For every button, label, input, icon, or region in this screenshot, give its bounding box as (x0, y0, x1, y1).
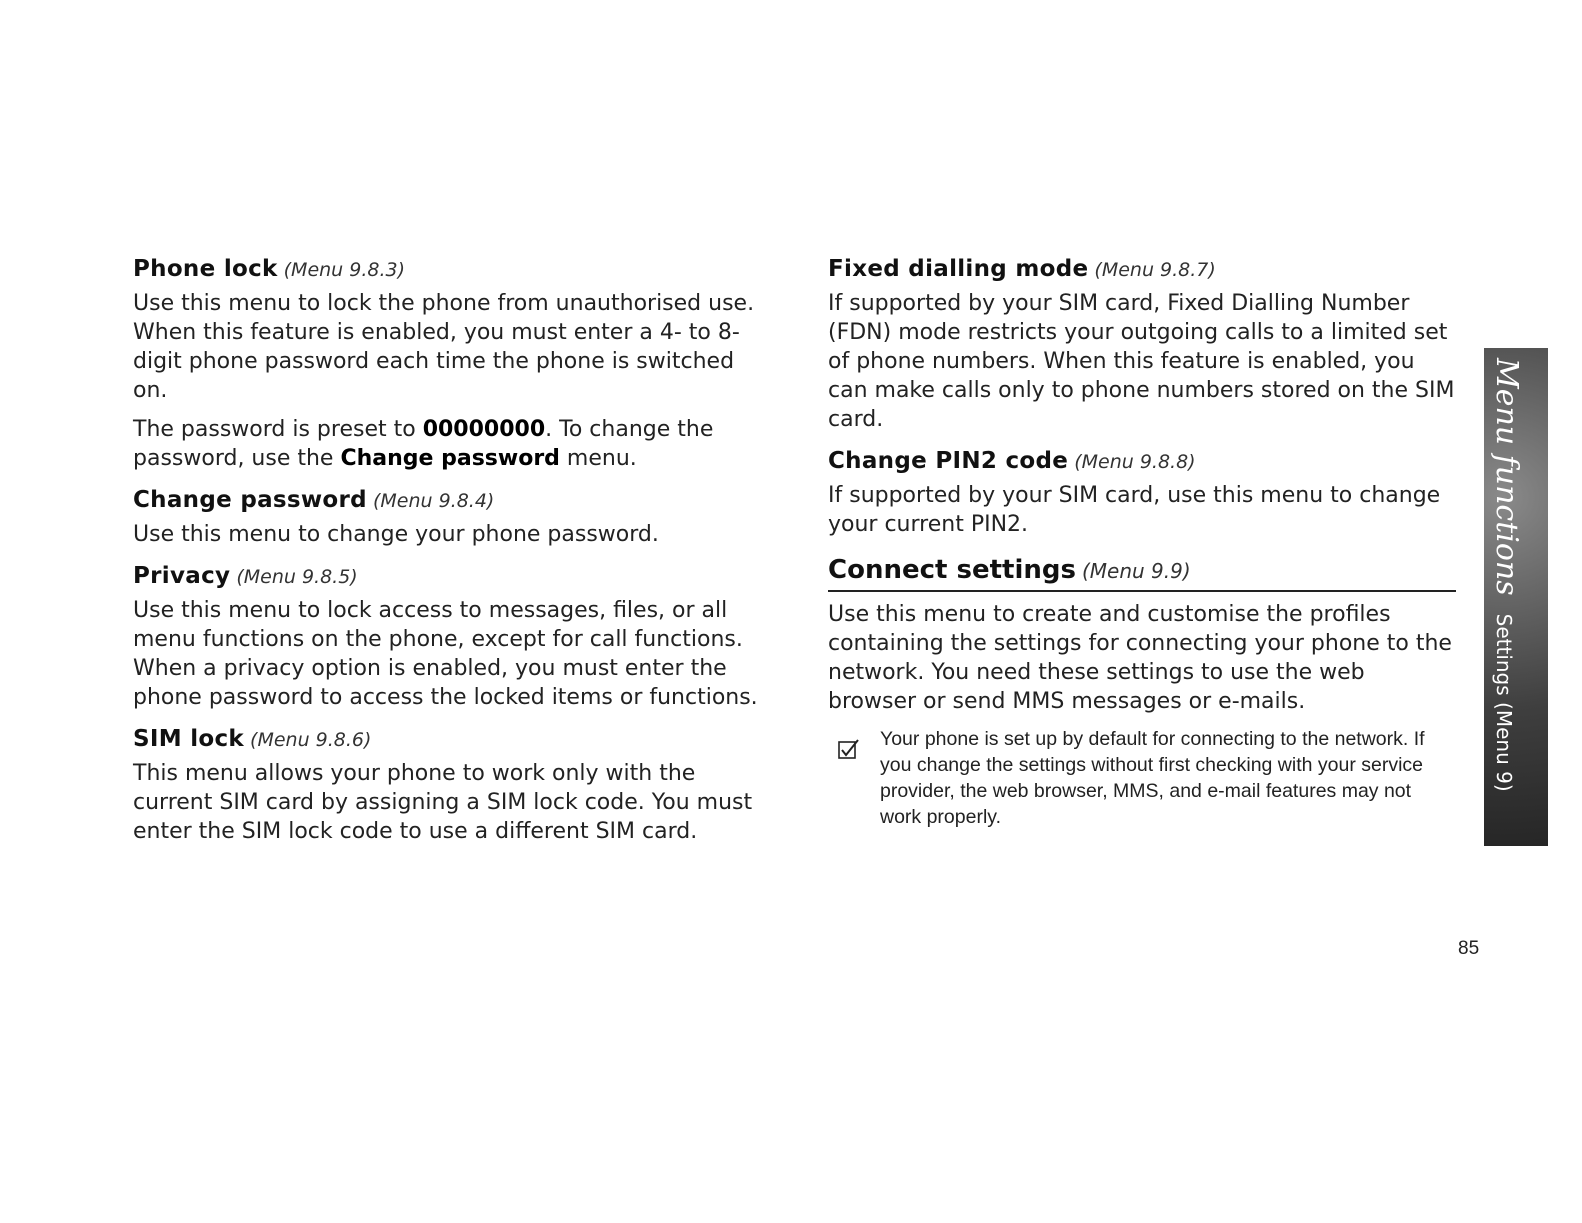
privacy-description: Use this menu to lock access to messages, files, or all menu functions on the phone, except for call functions. When a privacy option is enabled, you must enter the phone password to access the locked items or functions. (133, 598, 758, 710)
chapter-side-tab (1484, 348, 1548, 846)
sim-lock-heading (133, 722, 773, 757)
password-text-before: The password is preset to (133, 417, 423, 442)
privacy-section (133, 559, 773, 712)
fixed-dialling-heading (828, 252, 1456, 287)
connect-settings-heading (828, 553, 1456, 588)
note-box (828, 726, 1456, 830)
connect-settings-section (828, 553, 1456, 830)
sim-lock-title: SIM lock (133, 726, 245, 752)
change-pin2-menu-ref: (Menu 9.8.8) (1074, 451, 1196, 473)
note-text: Your phone is set up by default for connecting to the network. If you change the settings without first checking with your service provider, the web browser, MMS, and e-mail features may not work properly. (880, 728, 1425, 828)
fixed-dialling-menu-ref: (Menu 9.8.7) (1094, 259, 1216, 281)
fixed-dialling-description: If supported by your SIM card, Fixed Dialling Number (FDN) mode restricts your outgoing calls to a limited set of phone numbers. When this feature is enabled, you can make calls only to phone numbers stored on the SIM card. (828, 291, 1455, 432)
side-tab-title: Menu functions (1489, 358, 1524, 596)
change-password-heading (133, 483, 773, 518)
sim-lock-description: This menu allows your phone to work only with the current SIM card by assigning a SIM lock code. You must enter the SIM lock code to use a different SIM card. (133, 761, 753, 844)
connect-settings-title: Connect settings (828, 555, 1076, 585)
password-text-after: menu. (559, 446, 637, 471)
fixed-dialling-section (828, 252, 1456, 434)
phone-lock-section (133, 252, 773, 473)
phone-lock-password-note (133, 415, 773, 473)
change-password-menu-ref: (Menu 9.8.4) (372, 490, 495, 512)
page-number: 85 (1458, 938, 1480, 959)
connect-settings-heading-rule (828, 553, 1456, 592)
privacy-title: Privacy (133, 563, 231, 589)
default-password: 00000000 (422, 417, 546, 442)
side-tab-label (1489, 358, 1524, 792)
change-password-description: Use this menu to change your phone password. (133, 522, 659, 547)
phone-lock-menu-ref: (Menu 9.8.3) (283, 259, 406, 281)
privacy-menu-ref: (Menu 9.8.5) (236, 566, 358, 588)
phone-lock-description: Use this menu to lock the phone from unauthorised use. When this feature is enabled, you must enter a 4- to 8-digit phone password each time the phone is switched on. (133, 291, 755, 403)
sim-lock-section (133, 722, 773, 846)
change-password-reference: Change password (340, 446, 560, 471)
right-column (828, 252, 1456, 830)
phone-lock-title: Phone lock (133, 256, 278, 282)
change-password-section (133, 483, 773, 549)
fixed-dialling-title: Fixed dialling mode (828, 256, 1089, 282)
side-tab-subtitle: Settings (Menu 9) (1492, 613, 1516, 792)
change-pin2-section (828, 444, 1456, 539)
checkbox-note-icon (838, 738, 860, 760)
change-password-title: Change password (133, 487, 367, 513)
connect-settings-menu-ref: (Menu 9.9) (1081, 559, 1191, 583)
change-pin2-description: If supported by your SIM card, use this menu to change your current PIN2. (828, 483, 1441, 537)
left-column (133, 252, 773, 856)
phone-lock-heading (133, 252, 773, 287)
sim-lock-menu-ref: (Menu 9.8.6) (250, 729, 372, 751)
change-pin2-heading (828, 444, 1456, 479)
privacy-heading (133, 559, 773, 594)
password-text-mid: . To change the password, use the (133, 417, 714, 471)
change-pin2-title: Change PIN2 code (828, 448, 1069, 474)
connect-settings-description: Use this menu to create and customise the profiles containing the settings for connecting your phone to the network. You need these settings to use the web browser or send MMS messages or e-mails. (828, 602, 1452, 714)
